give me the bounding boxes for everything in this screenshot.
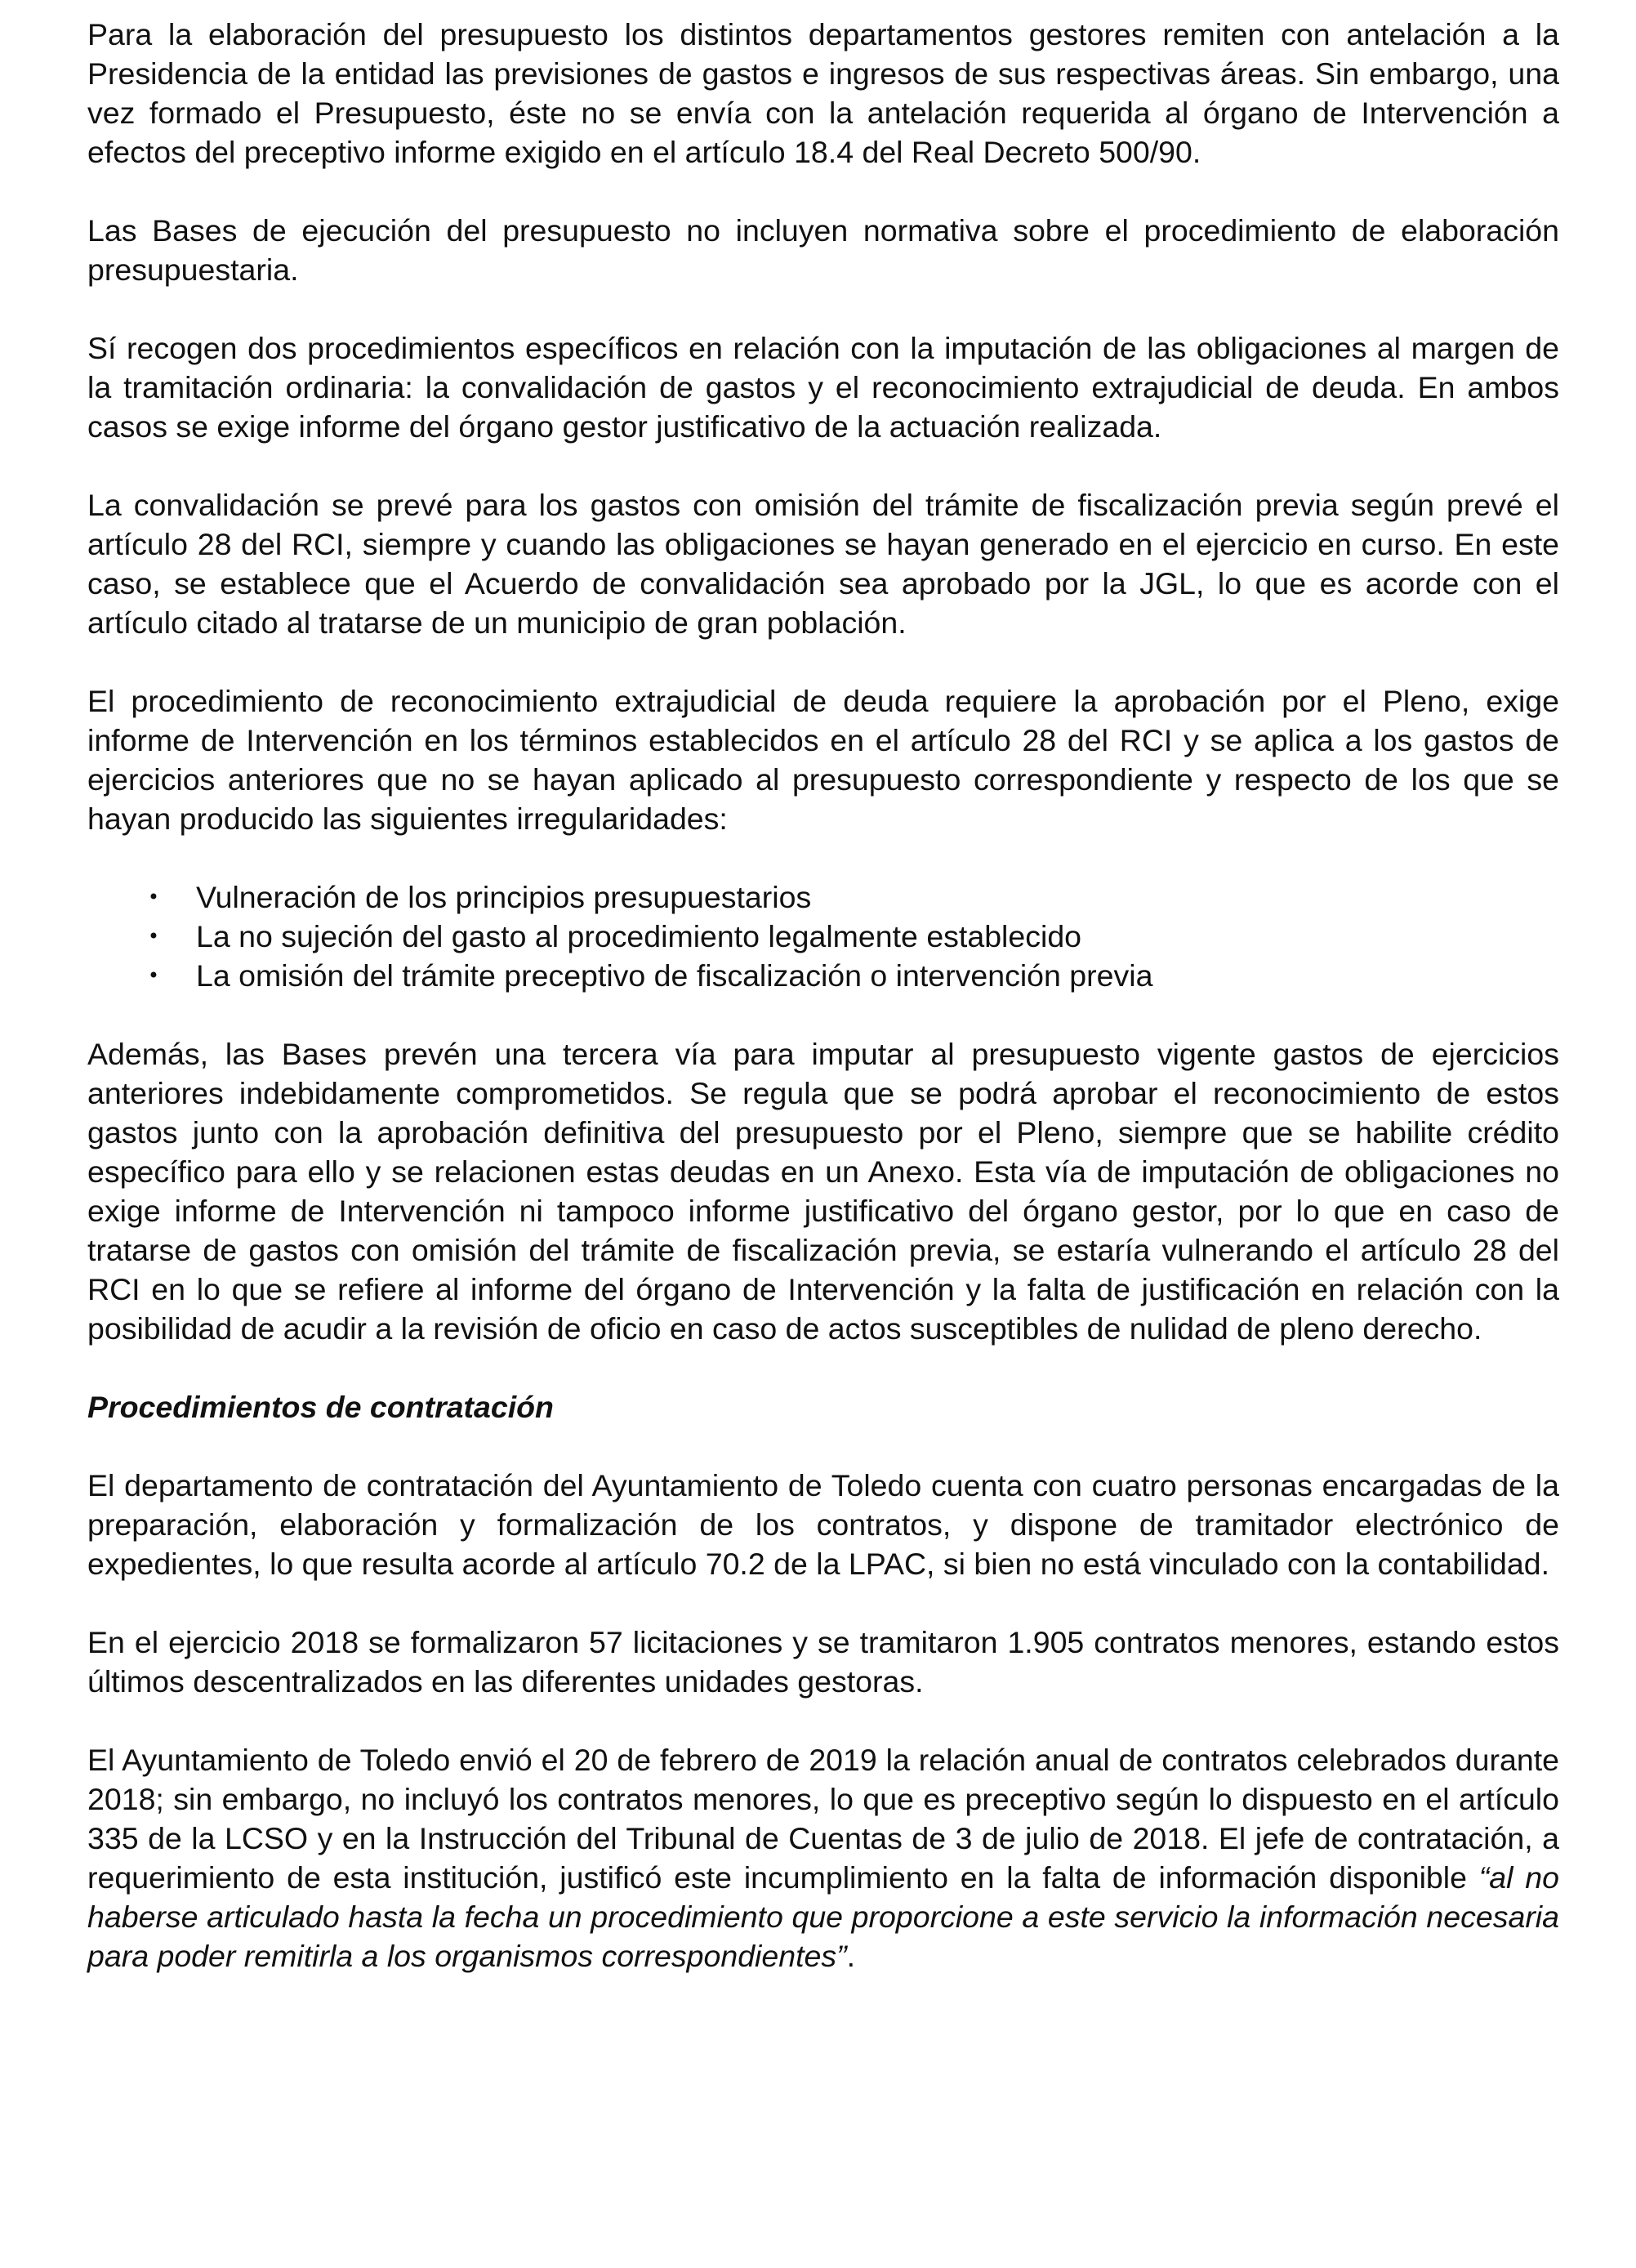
paragraph-contratacion-department: El departamento de contratación del Ayuntamiento de Toledo cuenta con cuatro personas encargadas de la preparación, elaboración y formalización de los contratos, y dispone de tramitador electrónico de expedientes, lo que resulta acorde al artículo 70.2 de la LPAC, si bien no está vinculado con la contabilidad. [87, 1468, 1559, 1581]
paragraph-convalidacion: La convalidación se prevé para los gastos con omisión del trámite de fiscalización previa según prevé el artículo 28 del RCI, siempre y cuando las obligaciones se hayan generado en el ejercicio en curso. En este caso, se establece que el Acuerdo de convalidación sea aprobado por la JGL, lo que es acorde con el artículo citado al tratarse de un municipio de gran población. [87, 488, 1559, 640]
bullet-icon: • [147, 925, 160, 948]
list-item [87, 877, 1559, 917]
paragraph-licitaciones-2018: En el ejercicio 2018 se formalizaron 57 licitaciones y se tramitaron 1.905 contratos menores, estando estos últimos descentralizados en las diferentes unidades gestoras. [87, 1625, 1559, 1699]
paragraph-budget-elaboration: Para la elaboración del presupuesto los distintos departamentos gestores remiten con antelación a la Presidencia de la entidad las previsiones de gastos e ingresos de sus respectivas áreas. Sin embargo, una vez formado el Presupuesto, éste no se envía con la antelación requerida al órgano de Intervención a efectos del preceptivo informe exigido en el artículo 18.4 del Real Decreto 500/90. [87, 17, 1559, 169]
bullet-icon: • [147, 886, 160, 909]
list-item [87, 917, 1559, 956]
paragraph-bases-ejecucion: Las Bases de ejecución del presupuesto no incluyen normativa sobre el procedimiento de elaboración presupuestaria. [87, 213, 1559, 287]
paragraph-text: El Ayuntamiento de Toledo envió el 20 de febrero de 2019 la relación anual de contratos celebrados durante 2018; sin embargo, no incluyó los contratos menores, lo que es preceptivo según lo dispuesto en el artículo 335 de la LCSO y en la Instrucción del Tribunal de Cuentas de 3 de julio de 2018. El jefe de contratación, a requerimiento de esta institución, justificó este incumplimiento en la falta de información disponible [87, 1743, 1559, 1895]
document-page [87, 15, 1559, 2015]
list-item-text: Vulneración de los principios presupuestarios [196, 880, 812, 914]
list-item-text: La omisión del trámite preceptivo de fiscalización o intervención previa [196, 958, 1153, 993]
section-heading: Procedimientos de contratación [87, 1390, 554, 1424]
paragraph-relacion-anual [87, 1740, 1559, 1976]
irregularities-list [87, 877, 1559, 995]
paragraph-end: . [846, 1939, 856, 1973]
list-item [87, 956, 1559, 995]
list-item-text: La no sujeción del gasto al procedimiento legalmente establecido [196, 919, 1082, 953]
paragraph-tercera-via: Además, las Bases prevén una tercera vía para imputar al presupuesto vigente gastos de ejercicios anteriores indebidamente comprometidos. Se regula que se podrá aprobar el reconocimiento de estos gastos junto con la aprobación definitiva del presupuesto por el Pleno, siempre que se habilite crédito específico para ello y se relacionen estas deudas en un Anexo. Esta vía de imputación de obligaciones no exige informe de Intervención ni tampoco informe justificativo del órgano gestor, por lo que en caso de tratarse de gastos con omisión del trámite de fiscalización previa, se estaría vulnerando el artículo 28 del RCI en lo que se refiere al informe del órgano de Intervención y la falta de justificación en relación con la posibilidad de acudir a la revisión de oficio en caso de actos susceptibles de nulidad de pleno derecho. [87, 1037, 1559, 1346]
bullet-icon: • [147, 964, 160, 987]
paragraph-specific-procedures: Sí recogen dos procedimientos específicos en relación con la imputación de las obligaciones al margen de la tramitación ordinaria: la convalidación de gastos y el reconocimiento extrajudicial de deuda. En ambos casos se exige informe del órgano gestor justificativo de la actuación realizada. [87, 331, 1559, 444]
quoted-justification: “al no haberse articulado hasta la fecha un procedimiento que proporcione a este servicio la información necesaria para poder remitirla a los organismos correspondientes” [87, 1860, 1559, 1973]
paragraph-reconocimiento-extrajudicial: El procedimiento de reconocimiento extrajudicial de deuda requiere la aprobación por el Pleno, exige informe de Intervención en los términos establecidos en el artículo 28 del RCI y se aplica a los gastos de ejercicios anteriores que no se hayan aplicado al presupuesto correspondiente y respecto de los que se hayan producido las siguientes irregularidades: [87, 684, 1559, 836]
